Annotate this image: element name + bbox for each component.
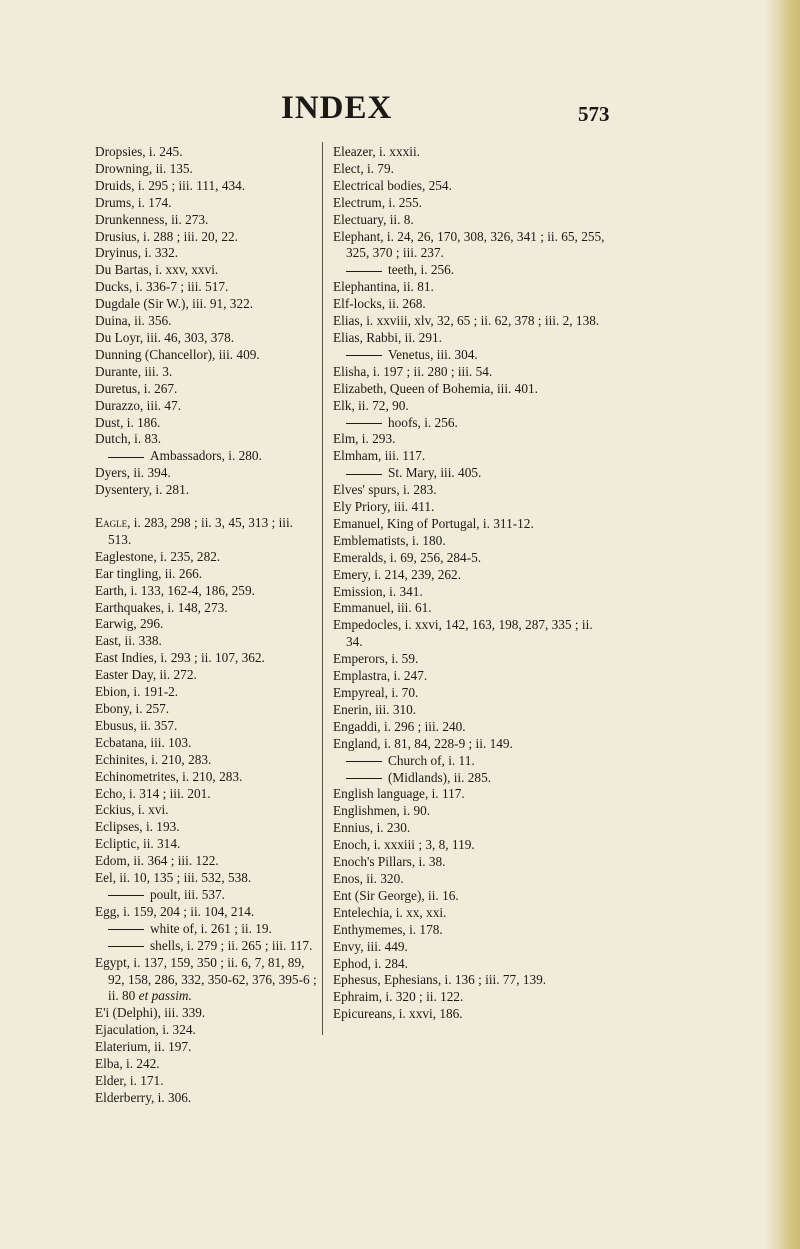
index-subentry: hoofs, i. 256. <box>333 415 608 432</box>
page-title: INDEX <box>281 90 393 126</box>
index-entry: Entelechia, i. xx, xxi. <box>333 904 447 920</box>
page-number: 573 <box>578 102 610 126</box>
index-entry: Ejaculation, i. 324. <box>95 1022 196 1038</box>
index-entry: Durazzo, iii. 47. <box>95 397 182 413</box>
index-entry: Dunning (Chancellor), iii. 409. <box>95 346 260 362</box>
index-entry: Ebony, i. 257. <box>95 701 170 716</box>
index-entry: Eclipses, i. 193. <box>95 819 180 835</box>
index-entry: Ephesus, Ephesians, i. 136 ; iii. 77, 139. <box>333 972 547 988</box>
index-entry: E'i (Delphi), iii. 339. <box>95 1005 206 1021</box>
ditto-dash <box>108 929 144 930</box>
index-entry: Elves' spurs, i. 283. <box>333 482 437 498</box>
index-entry: Electrum, i. 255. <box>333 194 422 210</box>
ditto-dash <box>346 423 382 424</box>
index-entry: Elephant, i. 24, 26, 170, 308, 326, 341 ; ii. 65, 255, 325, 370 ; iii. 237. <box>333 228 605 261</box>
index-subentry: white of, i. 261 ; ii. 19. <box>95 921 317 938</box>
index-entry: Ephraim, i. 320 ; ii. 122. <box>333 989 464 1005</box>
index-entry: Ephod, i. 284. <box>333 955 408 971</box>
index-entry: Emeralds, i. 69, 256, 284-5. <box>333 549 482 565</box>
index-entry: Enerin, iii. 310. <box>333 701 417 717</box>
index-entry: Electrical bodies, 254. <box>333 177 452 193</box>
index-entry: Drusius, i. 288 ; iii. 20, 22. <box>95 228 238 244</box>
index-entry: Emperors, i. 59. <box>333 651 419 667</box>
index-entry: Emery, i. 214, 239, 262. <box>333 566 462 582</box>
index-entry: Drums, i. 174. <box>95 194 172 210</box>
ditto-dash <box>346 474 382 475</box>
index-entry: Easter Day, ii. 272. <box>95 667 197 683</box>
index-entry: Earth, i. 133, 162-4, 186, 259. <box>95 582 255 598</box>
index-entry: Dyers, ii. 394. <box>95 465 171 481</box>
index-entry: Ent (Sir George), ii. 16. <box>333 887 459 903</box>
ditto-dash <box>108 457 144 458</box>
page-edge <box>766 0 800 1249</box>
index-entry: Enthymemes, i. 178. <box>333 921 443 937</box>
column-divider <box>322 142 323 1035</box>
index-entry: Epicureans, i. xxvi, 186. <box>333 1006 463 1022</box>
index-entry: Dryinus, i. 332. <box>95 245 179 261</box>
index-entry: Electuary, ii. 8. <box>333 211 414 227</box>
index-subentry: Venetus, iii. 304. <box>333 347 608 364</box>
index-subentry: Church of, i. 11. <box>333 753 608 770</box>
index-entry: Elias, Rabbi, ii. 291. <box>333 329 442 345</box>
index-entry: East Indies, i. 293 ; ii. 107, 362. <box>95 650 265 666</box>
index-entry: Engaddi, i. 296 ; iii. 240. <box>333 718 466 734</box>
ditto-dash <box>108 946 144 947</box>
index-entry: Dropsies, i. 245. <box>95 144 183 159</box>
index-entry: Englishmen, i. 90. <box>333 803 431 819</box>
index-entry: Duretus, i. 267. <box>95 380 178 396</box>
index-entry: Egg, i. 159, 204 ; ii. 104, 214. <box>95 903 255 919</box>
index-entry: Ennius, i. 230. <box>333 820 411 836</box>
index-entry: Ducks, i. 336-7 ; iii. 517. <box>95 279 229 295</box>
index-entry: Dysentery, i. 281. <box>95 482 190 498</box>
index-entry: Envy, iii. 449. <box>333 938 408 954</box>
index-entry: Drunkenness, ii. 273. <box>95 211 209 227</box>
index-entry: Elias, i. xxviii, xlv, 32, 65 ; ii. 62, 378 ; iii. 2, 138. <box>333 313 600 329</box>
index-entry: East, ii. 338. <box>95 633 162 649</box>
index-entry: Elderberry, i. 306. <box>95 1089 192 1105</box>
index-subentry: teeth, i. 256. <box>333 262 608 279</box>
index-entry: Eel, ii. 10, 135 ; iii. 532, 538. <box>95 870 252 886</box>
ditto-dash <box>108 895 144 896</box>
index-entry: Echinites, i. 210, 283. <box>95 751 212 767</box>
index-entry: Duina, ii. 356. <box>95 313 172 329</box>
index-entry: Emplastra, i. 247. <box>333 668 428 684</box>
index-entry: Elephantina, ii. 81. <box>333 279 434 295</box>
index-entry: Du Loyr, iii. 46, 303, 378. <box>95 329 235 345</box>
index-entry: Emission, i. 341. <box>333 583 423 599</box>
index-entry: Eleazer, i. xxxii. <box>333 144 420 159</box>
index-entry: Elder, i. 171. <box>95 1072 164 1088</box>
index-entry: Elect, i. 79. <box>333 160 394 176</box>
index-entry: Ear tingling, ii. 266. <box>95 565 203 581</box>
index-entry: Ebion, i. 191-2. <box>95 684 179 700</box>
index-entry: Durante, iii. 3. <box>95 363 173 379</box>
index-entry: Enoch's Pillars, i. 38. <box>333 854 446 870</box>
index-entry: Druids, i. 295 ; iii. 111, 434. <box>95 177 246 193</box>
index-entry: Earthquakes, i. 148, 273. <box>95 599 228 615</box>
index-entry: Ecbatana, iii. 103. <box>95 734 192 750</box>
index-entry: Dugdale (Sir W.), iii. 91, 322. <box>95 296 254 312</box>
index-entry: Elmham, iii. 117. <box>333 448 426 464</box>
index-entry: Eagle, i. 283, 298 ; ii. 3, 45, 313 ; iii. 513. <box>95 515 293 547</box>
index-entry: Du Bartas, i. xxv, xxvi. <box>95 262 219 278</box>
index-entry: Elisha, i. 197 ; ii. 280 ; iii. 54. <box>333 363 493 379</box>
index-entry: Egypt, i. 137, 159, 350 ; ii. 6, 7, 81, 89, 92, 158, 286, 332, 350-62, 376, 395-6 ; ii. 80 et passim. <box>95 954 317 1004</box>
index-entry: Enos, ii. 320. <box>333 870 404 886</box>
ditto-dash <box>346 355 382 356</box>
index-entry: Elk, ii. 72, 90. <box>333 397 409 413</box>
index-entry: Empedocles, i. xxvi, 142, 163, 198, 287, 335 ; ii. 34. <box>333 617 593 650</box>
index-entry: Eaglestone, i. 235, 282. <box>95 548 221 564</box>
index-entry: Emanuel, King of Portugal, i. 311-12. <box>333 515 534 531</box>
index-entry: English language, i. 117. <box>333 786 465 802</box>
ditto-dash <box>346 778 382 779</box>
index-entry: Elba, i. 242. <box>95 1056 160 1072</box>
index-entry: Dust, i. 186. <box>95 414 161 430</box>
index-entry: Elf-locks, ii. 268. <box>333 296 426 312</box>
index-entry: Echinometrites, i. 210, 283. <box>95 768 243 784</box>
index-subentry: poult, iii. 537. <box>95 887 317 904</box>
index-entry: Enoch, i. xxxiii ; 3, 8, 119. <box>333 837 475 853</box>
index-subentry: Ambassadors, i. 280. <box>95 448 317 465</box>
index-entry: Drowning, ii. 135. <box>95 160 193 176</box>
index-entry: England, i. 81, 84, 228-9 ; ii. 149. <box>333 735 513 751</box>
index-subentry: St. Mary, iii. 405. <box>333 465 608 482</box>
index-entry: Empyreal, i. 70. <box>333 685 419 700</box>
index-column-left <box>95 144 317 1107</box>
index-entry: Elizabeth, Queen of Bohemia, iii. 401. <box>333 380 538 396</box>
index-entry: Earwig, 296. <box>95 616 164 632</box>
page-header <box>0 86 800 136</box>
ditto-dash <box>346 761 382 762</box>
index-entry: Emblematists, i. 180. <box>333 532 446 548</box>
index-entry: Elm, i. 293. <box>333 431 396 447</box>
index-subentry: shells, i. 279 ; ii. 265 ; iii. 117. <box>95 938 317 955</box>
index-entry: Ebusus, ii. 357. <box>95 717 178 733</box>
index-column-right <box>333 144 608 1023</box>
index-subentry: (Midlands), ii. 285. <box>333 770 608 787</box>
index-entry: Edom, ii. 364 ; iii. 122. <box>95 853 219 869</box>
index-entry: Elaterium, ii. 197. <box>95 1039 192 1055</box>
index-entry: Dutch, i. 83. <box>95 431 162 447</box>
index-entry: Eckius, i. xvi. <box>95 802 169 818</box>
ditto-dash <box>346 271 382 272</box>
index-entry: Echo, i. 314 ; iii. 201. <box>95 785 211 801</box>
index-entry: Ecliptic, ii. 314. <box>95 836 181 852</box>
index-entry: Emmanuel, iii. 61. <box>333 600 432 616</box>
index-entry: Ely Priory, iii. 411. <box>333 499 435 515</box>
